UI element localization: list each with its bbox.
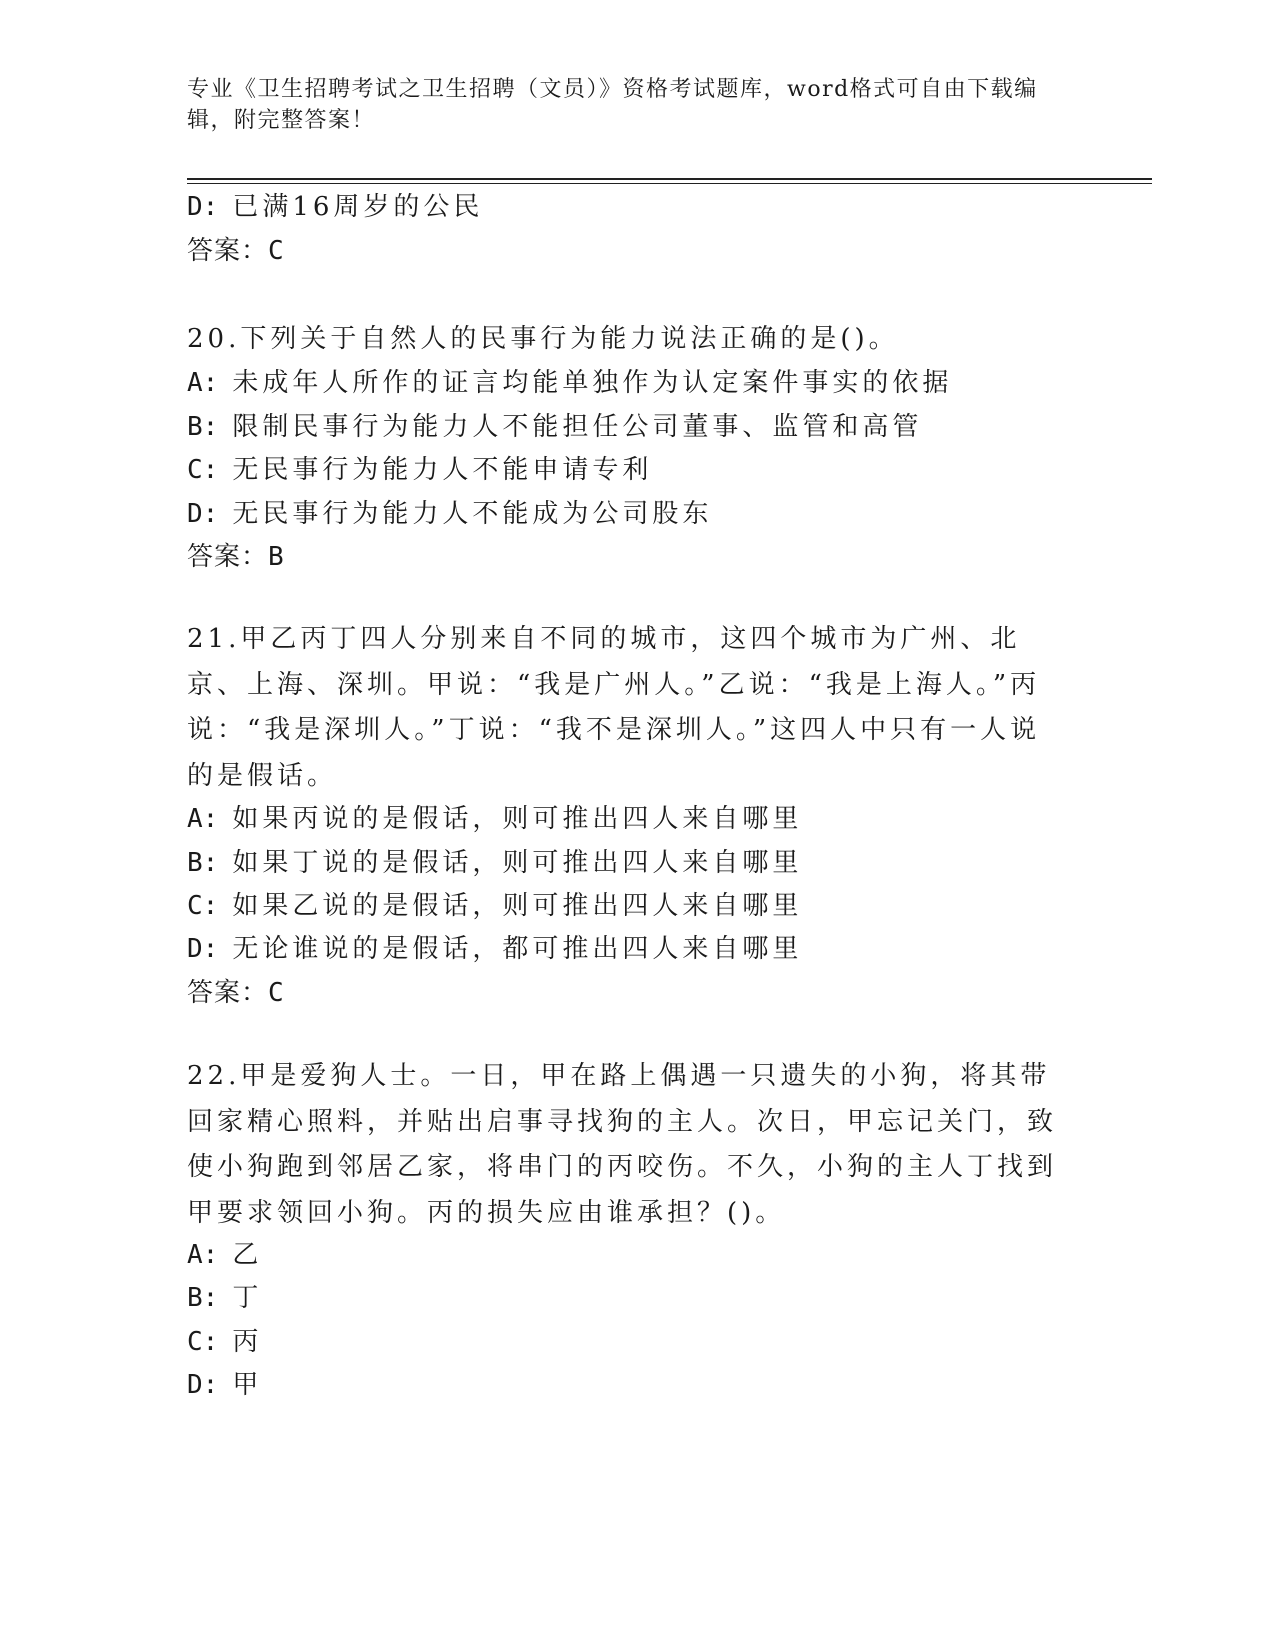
answer-value: C — [268, 236, 285, 266]
option-text: 丁 — [232, 1283, 263, 1313]
prev-answer — [187, 234, 285, 268]
option-label: B: — [187, 848, 219, 878]
option-text: 无民事行为能力人不能申请专利 — [232, 455, 653, 485]
option-text: 甲 — [232, 1370, 263, 1400]
answer-prefix: 答案： — [187, 542, 269, 572]
option-label: D: — [187, 934, 219, 964]
option-text: 限制民事行为能力人不能担任公司董事、监管和高管 — [232, 412, 923, 442]
answer-value: C — [268, 978, 285, 1008]
q20-option-b — [187, 410, 922, 444]
option-text: 如果丙说的是假话，则可推出四人来自哪里 — [232, 804, 803, 834]
q22-option-d — [187, 1368, 262, 1402]
q22-stem: 22.甲是爱狗人士。一日，甲在路上偶遇一只遗失的小狗，将其带回家精心照料，并贴出启事寻找狗的主人。次日，甲忘记关门，致使小狗跑到邻居乙家，将串门的丙咬伤。不久，小狗的主人丁找到甲要求领回小狗。丙的损失应由谁承担？()。 — [187, 1061, 1058, 1228]
q20-stem: 20.下列关于自然人的民事行为能力说法正确的是()。 — [187, 324, 899, 354]
option-text: 乙 — [232, 1240, 263, 1270]
q20-answer — [187, 540, 285, 574]
option-text: 如果丁说的是假话，则可推出四人来自哪里 — [232, 848, 803, 878]
option-text: 无民事行为能力人不能成为公司股东 — [232, 499, 713, 529]
q22-option-b — [187, 1281, 262, 1315]
q21-answer — [187, 976, 285, 1010]
option-text: 如果乙说的是假话，则可推出四人来自哪里 — [232, 891, 803, 921]
option-label: C: — [187, 891, 219, 921]
answer-value: B — [268, 542, 285, 572]
option-label: C: — [187, 455, 219, 485]
q21-option-d — [187, 932, 802, 966]
document-header: 专业《卫生招聘考试之卫生招聘（文员）》资格考试题库，word格式可自由下载编辑，附完整答案！ — [187, 77, 1038, 133]
q21-option-c — [187, 889, 802, 923]
option-text: 无论谁说的是假话，都可推出四人来自哪里 — [232, 934, 803, 964]
q21-option-b — [187, 846, 802, 880]
q20-option-c — [187, 453, 652, 487]
answer-prefix: 答案： — [187, 236, 269, 266]
q20-option-a — [187, 366, 952, 400]
option-label: D: — [187, 192, 219, 222]
option-text: 未成年人所作的证言均能单独作为认定案件事实的依据 — [232, 368, 953, 398]
q22-option-a — [187, 1238, 262, 1272]
q21-option-a — [187, 802, 802, 836]
option-text: 丙 — [232, 1327, 263, 1357]
answer-prefix: 答案： — [187, 978, 269, 1008]
option-label: A: — [187, 804, 219, 834]
header-rule-thick — [187, 178, 1152, 180]
q22-option-c — [187, 1325, 262, 1359]
option-label: A: — [187, 368, 219, 398]
option-label: A: — [187, 1240, 219, 1270]
option-label: D: — [187, 499, 219, 529]
option-text: 已满16周岁的公民 — [232, 192, 484, 222]
header-rule-thin — [187, 183, 1152, 184]
q21-stem: 21.甲乙丙丁四人分别来自不同的城市，这四个城市为广州、北京、上海、深圳。甲说：“我是广州人。”乙说：“我是上海人。”丙说：“我是深圳人。”丁说：“我不是深圳人。”这四人中只有一人说的是假话。 — [187, 624, 1041, 791]
q20-option-d — [187, 497, 712, 531]
prev-option-d — [187, 190, 483, 224]
option-label: C: — [187, 1327, 219, 1357]
option-label: B: — [187, 1283, 219, 1313]
option-label: D: — [187, 1370, 219, 1400]
option-label: B: — [187, 412, 219, 442]
